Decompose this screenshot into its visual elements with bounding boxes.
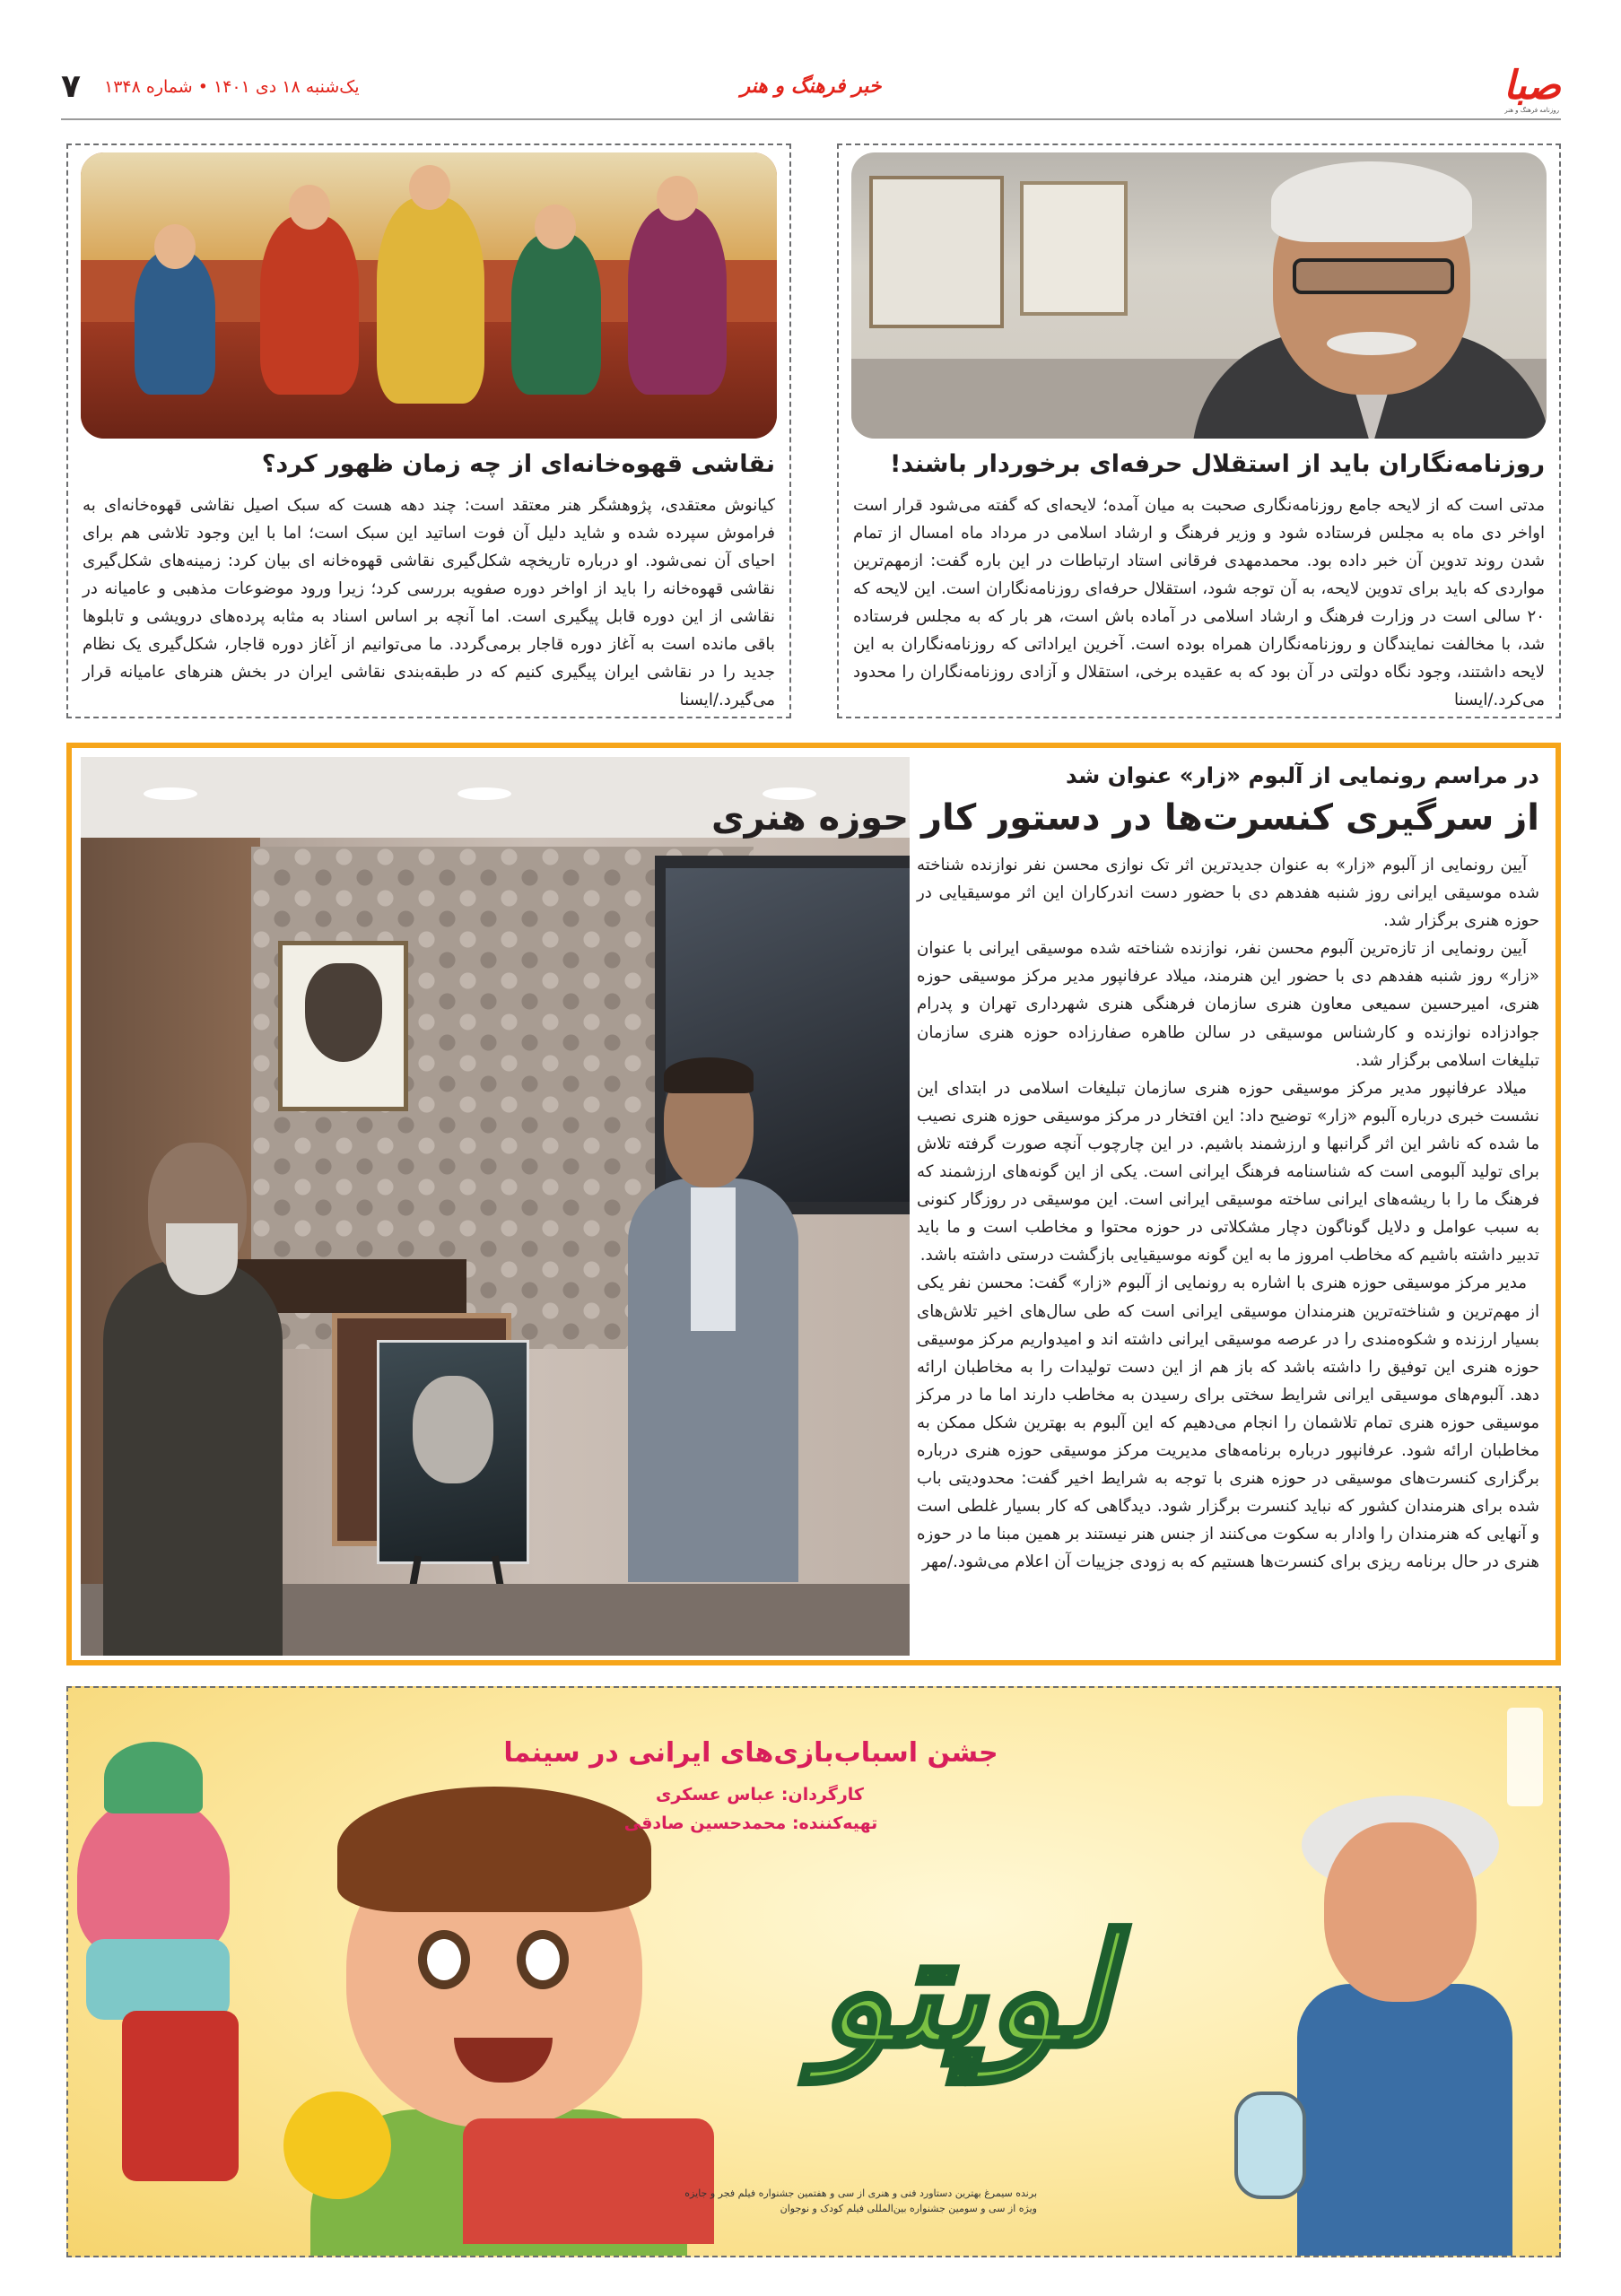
section-title: خبر فرهنگ و هنر <box>740 75 882 98</box>
story-body: مدتی است که از لایحه جامع روزنامه‌نگاری صحبت به میان آمده؛ لایحه‌ای که گفته می‌شود قرار است اواخر دی ماه به مجلس فرستاده شود و وزیر فرهنگ و ارشاد اسلامی در مرداد ماه امسال از تمام شدن روند تدوین آن خبر داده بود. محمدمهدی فرقانی استاد ارتباطات در این باره گفت: ازمهم‌ترین مواردی که باید برای تدوین لایحه، به آن توجه شود، استقلال حرفه‌ای روزنامه‌نگاران است. این لایحه که ۲۰ سالی است در وزارت فرهنگ و ارشاد اسلامی در آماده باش است، هر بار که به مجلس فرستاده شد، با مخالفت نمایندگان و روزنامه‌نگاران همراه بوده است. آخرین ایراداتی که روزنامه‌نگاران به این لایحه داشتند، وجود نگاه دولتی در آن بود که به عقیده برخی، استقلال و آزادی روزنامه‌نگاران را محدود می‌کرد./ایسنا <box>853 496 1545 709</box>
yellow-bird-toy <box>283 2092 391 2199</box>
coffeehouse-painting-image <box>81 152 777 439</box>
feature-kicker: در مراسم رونمایی از آلبوم «زار» عنوان شد <box>1066 762 1539 788</box>
feature-paragraph: میلاد عرفانپور مدیر مرکز موسیقی حوزه هنری سازمان تبلیغات اسلامی در ابتدای این نشست خبری درباره آلبوم «زار» توضیح داد: این افتخار در مرکز موسیقی حوزه هنری نصیب ما شده که ناشر این اثر گرانبها و ارزشمند باشیم. در این چارچوب آنچه صورت گرفته تلاش برای تولید آلبومی است که شناسنامه فرهنگ ایرانی است. یکی از این گونه‌های ارزشمند که فرهنگ ما را با ریشه‌های ایرانی ساخته موسیقی ایرانی است. این موسیقی در روزگار کنونی به سبب عوامل و دلایل گوناگون دچار مشکلاتی در حوزه محتوا و مخاطب است و ما باید تدبیر داشته باشیم که مخاطب امروز ما به این گونه موسیقیایی بازگشت درستی داشته باشد. <box>917 1078 1539 1265</box>
feature-paragraph: آیین رونمایی از تازه‌ترین آلبوم محسن نفر، نوازنده شناخته شده موسیقی ایرانی با عنوان «زار» روز شنبه هفدهم دی با حضور این هنرمند، میلاد عرفانپور مدیر مرکز موسیقی حوزه هنری، امیرحسین سمیعی معاون هنری سازمان فرهنگی هنری شهرداری تهران و پدرام جوادزاده نوازنده و کارشناس موسیقی در سالن طاهره صفارزاده حوزه هنری سازمان تبلیغات اسلامی برگزار شد. <box>917 939 1539 1070</box>
story-headline: نقاشی قهوه‌خانه‌ای از چه زمان ظهور کرد؟ <box>261 450 775 478</box>
lantern-icon <box>1234 2092 1306 2199</box>
page-number: ۷ <box>61 68 81 105</box>
feature-body <box>917 851 1539 1576</box>
ad-title: جشن اسباب‌بازی‌های ایرانی در سینما <box>503 1737 998 1769</box>
logo-tagline: روزنامه فرهنگ و هنر <box>1504 107 1559 114</box>
portrait-photo <box>851 152 1547 439</box>
issue-info: یک‌شنبه ۱۸ دی ۱۴۰۱ • شماره ۱۳۴۸ <box>104 77 360 97</box>
feature-text-column <box>710 761 1539 1657</box>
album-unveiling-photo <box>81 757 910 1656</box>
film-logo-text: لوپتو <box>818 1903 1112 2081</box>
red-robot-toy <box>122 2011 239 2181</box>
film-advertisement <box>66 1686 1561 2257</box>
story-body: کیانوش معتقدی، پژوهشگر هنر معتقد است: چند دهه هست که سبک اصیل نقاشی قهوه‌خانه‌ای به فراموش سپرده شده و شاید دلیل آن فوت اساتید این سبک است؛ اما با این وجود تلاشی هم برای احیای آن نمی‌شود. او درباره تاریخچه شکل‌گیری نقاشی قهوه‌خانه ای بیان کرد: زمینه‌های شکل‌گیری نقاشی قهوه‌خانه را باید از اواخر دوره صفویه بررسی کرد؛ زیرا ورود موضوعات مذهبی و عامیانه در نقاشی از این دوره قابل پیگیری است. اما آنچه بر اساس اسناد به مثابه پرده‌های درویشی و تابلوها باقی مانده است به آغاز دوره قاجار برمی‌گردد. ما می‌توانیم از آغاز دوره قاجار، شکل‌گیری یک نظام جدید را در نقاشی ایران پیگیری کنیم که در طبقه‌بندی نقاشی ایران در بخش هنرهای عامیانه قرار می‌گیرد./ایسنا <box>83 496 775 709</box>
page-header <box>61 65 1561 120</box>
logo-wordmark: صبا <box>1503 63 1561 109</box>
old-man-character <box>1324 1822 1477 2002</box>
ad-director-credit: کارگردان: عباس عسکری <box>656 1785 864 1805</box>
story-headline: روزنامه‌نگاران باید از استقلال حرفه‌ای برخوردار باشند! <box>889 450 1545 478</box>
ad-awards-note: برنده سیمرغ بهترین دستاورد فنی و هنری از سی و هفتمین جشنواره فیلم فجر و جایزه ویژه از سی و سومین جشنواره بین‌المللی فیلم کودک و نوجوان <box>684 2187 1037 2214</box>
feature-paragraph: آیین رونمایی از آلبوم «زار» به عنوان جدیدترین اثر تک نوازی محسن نفر نوازنده شناخته شده موسیقی ایرانی روز شنبه هفدهم دی با حضور دست اندرکاران این اثر موسیقیایی در حوزه هنری برگزار شد. <box>917 856 1539 931</box>
news-box-coffeehouse-painting <box>66 144 791 718</box>
ad-producer-credit: تهیه‌کننده: محمدحسین صادقی <box>623 1813 878 1833</box>
feature-paragraph: مدیر مرکز موسیقی حوزه هنری با اشاره به رونمایی از آلبوم «زار» گفت: محسن نفر یکی از مهم‌ترین و شناخته‌ترین هنرمندان موسیقی ایرانی است که طی سال‌های اخیر تلاش‌های بسیار ارزنده و شکوه‌مندی را در عرصه موسیقی ایرانی داشته اند و امیدواریم مرکز موسیقی حوزه هنری این توفیق را داشته باشد که باز هم از این دست تولیدات را به مخاطبان ارائه دهد. آلبوم‌های موسیقی ایرانی شرایط سختی برای رسیدن به مخاطب دارند اما ما در مرکز موسیقی حوزه هنری تمام تلاشمان را انجام می‌دهیم که این آلبوم به بهترین شکل ممکن به مخاطبان ارائه شود. عرفانپور درباره برنامه‌های مدیریت مرکز موسیقی حوزه هنری درباره برگزاری کنسرت‌های موسیقی در حوزه هنری با توجه به شرایط اخیر گفت: محدودیتی باب شده برای هنرمندان کشور که نباید کنسرت برگزار شود. دیدگاهی که کار بسیار غلطی است و آنهایی که هنرمندان را وادار به سکوت می‌کنند از جنس هنر نیستند بر همین مبنا ما در حوزه هنری در حال برنامه ریزی برای کنسرت‌ها هستیم که به زودی جزییات آن اعلام می‌شود./مهر <box>917 1274 1539 1572</box>
feature-article <box>66 743 1561 1665</box>
film-logo <box>714 1885 1216 2154</box>
news-box-journalists <box>837 144 1561 718</box>
feature-headline: از سرگیری کنسرت‌ها در دستور کار حوزه هنری <box>710 797 1539 839</box>
